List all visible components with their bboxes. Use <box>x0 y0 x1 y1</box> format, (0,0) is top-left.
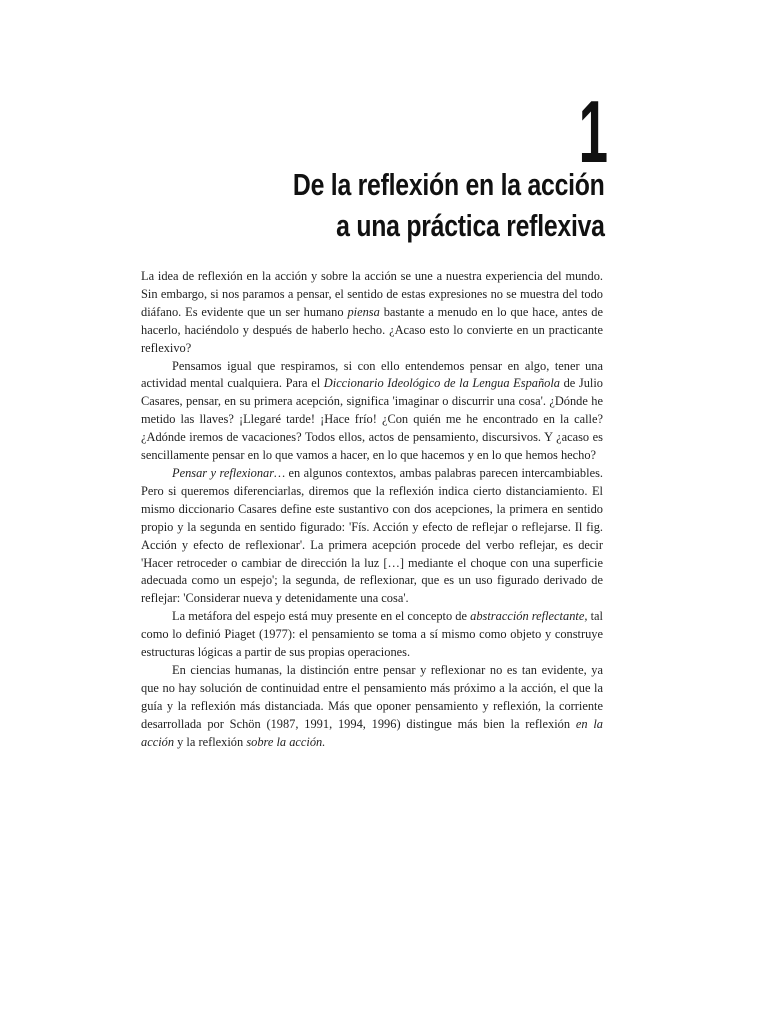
paragraph-2: Pensamos igual que respiramos, si con ello entendemos pensar en algo, tener una actividad mental cualquiera. Para el Diccionario Ideológico de la Lengua Española de Julio Casares, pensar, en su primera acepción, significa 'imaginar o discurrir una cosa'. ¿Dónde he metido las llaves? ¡Llegaré tarde! ¡Hace frío! ¿Con quién me he encontrado en la calle? ¿Adónde iremos de vacaciones? Todos ellos, actos de pensamiento, discursivos. Y ¿acaso es sencillamente pensar en lo que vamos a hacer, en lo que hacemos y en lo que hemos hecho? <box>141 358 603 463</box>
chapter-title-line-2: a una práctica reflexiva <box>336 208 605 243</box>
paragraph-3: Pensar y reflexionar… en algunos contextos, ambas palabras parecen intercambiables. Pero si queremos diferenciarlas, diremos que la reflexión indica cierto distanciamiento. El mismo diccionario Casares define este sustantivo con dos acepciones, la primera en sentido propio y la segunda en sentido figurado: 'Fís. Acción y efecto de reflejar o reflejarse. Il fig. Acción y efecto de reflexionar'. La primera acepción procede del verbo reflejar, es decir 'Hacer retroceder o cambiar de dirección la luz […] mediante el choque con una superficie adecuada como un espejo'; la segunda, de reflexionar, que es un uso figurado derivado de reflejar: 'Considerar nueva y detenidamente una cosa'. <box>141 465 603 606</box>
chapter-number: 1 <box>578 82 608 181</box>
paragraph-1: La idea de reflexión en la acción y sobre la acción se une a nuestra experiencia del mundo. Sin embargo, si nos paramos a pensar, el sentido de estas expresiones no se muestra del todo diáfano. Es evidente que un ser humano piensa bastante a menudo en lo que hace, antes de hacerlo, haciéndolo y después de haberlo hecho. ¿Acaso esto lo convierte en un practicante reflexivo? <box>141 269 603 355</box>
chapter-title <box>105 164 605 246</box>
body-text <box>141 268 603 751</box>
paragraph-5: En ciencias humanas, la distinción entre pensar y reflexionar no es tan evidente, ya que no hay solución de continuidad entre el pensamiento más próximo a la acción, el que la guía y la reflexión más distanciada. Más que oponer pensamiento y reflexión, la corriente desarrollada por Schön (1987, 1991, 1994, 1996) distingue más bien la reflexión en la acción y la reflexión sobre la acción. <box>141 662 603 749</box>
paragraph-4: La metáfora del espejo está muy presente en el concepto de abstracción reflectante, tal como lo definió Piaget (1977): el pensamiento se toma a sí mismo como objeto y construye estructuras lógicas a partir de sus propias operaciones. <box>141 609 603 660</box>
chapter-title-line-1: De la reflexión en la acción <box>293 167 605 202</box>
